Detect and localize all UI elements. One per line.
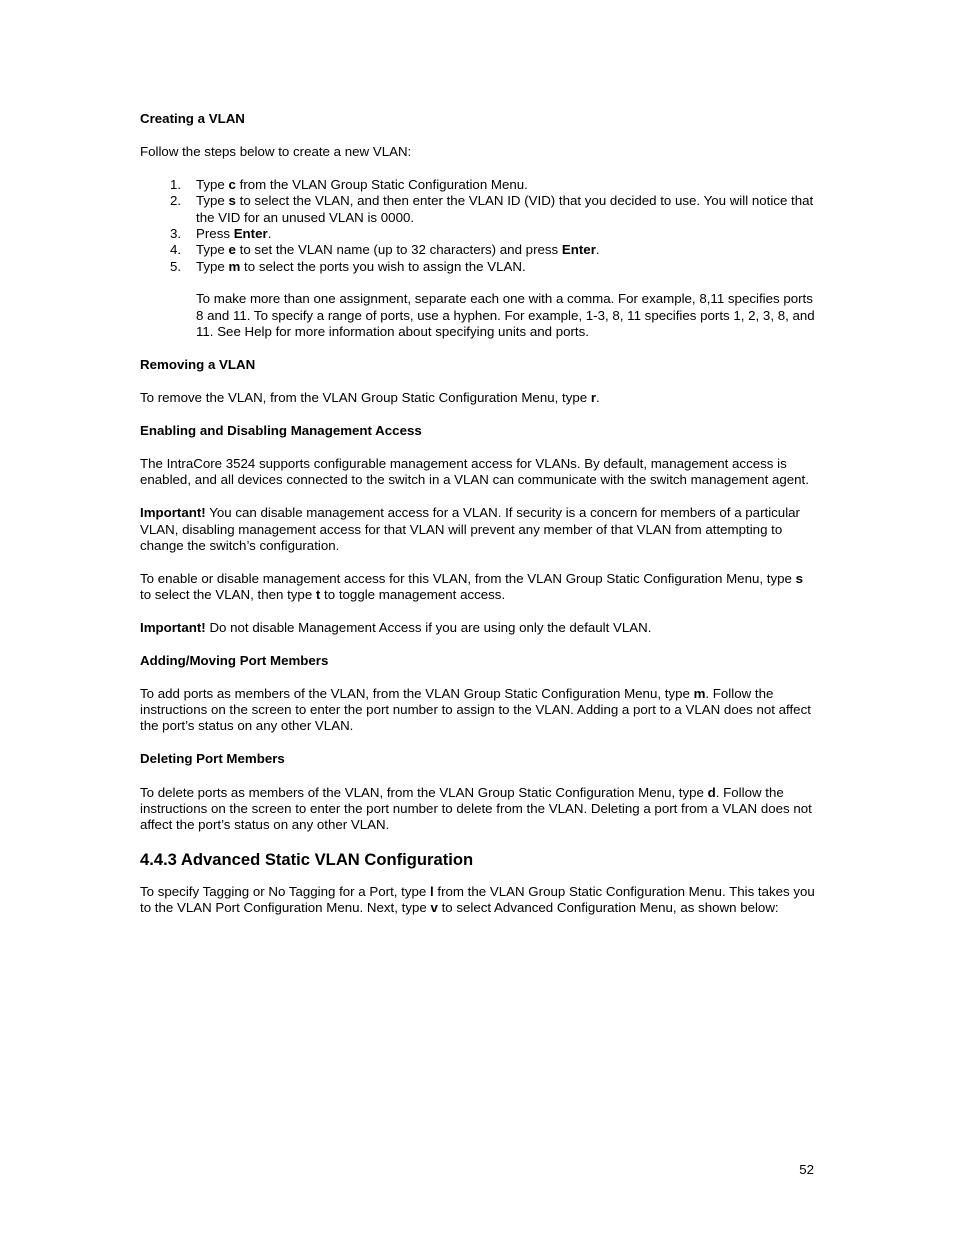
body-text: to toggle management access. [320, 586, 506, 602]
mgmt-paragraph-1: The IntraCore 3524 supports configurable management access for VLANs. By default, management access is enabled, and all devices connected to the switch in a VLAN can communicate with the switch management agent. [140, 456, 809, 488]
key-letter: t [315, 586, 321, 602]
step-number: 5. [170, 258, 182, 274]
body-text: Do not disable Management Access if you are using only the default VLAN. [205, 619, 652, 635]
body-text: to select Advanced Configuration Menu, as shown below: [437, 900, 779, 916]
step-number: 1. [170, 177, 182, 193]
step-text: from the VLAN Group Static Configuration Menu. [235, 177, 528, 193]
list-item [140, 193, 816, 226]
key-letter: r [590, 390, 597, 406]
step-text: to select the ports you wish to assign the VLAN. [240, 258, 526, 274]
advanced-paragraph [140, 884, 816, 917]
body-text: To add ports as members of the VLAN, from the VLAN Group Static Configuration Menu, type [140, 685, 694, 701]
document-page [140, 111, 816, 933]
step-text: Press [196, 225, 234, 241]
heading-removing-vlan: Removing a VLAN [140, 356, 256, 372]
body-text: To enable or disable management access for this VLAN, from the VLAN Group Static Configuration Menu, type [140, 570, 796, 586]
removing-paragraph [140, 390, 816, 406]
step-key: s [228, 193, 236, 209]
step-key: c [228, 177, 236, 193]
step-text: . [595, 242, 600, 258]
body-text: from the VLAN Group Static Configuration Menu. This takes you to the VLAN Port Configuration Menu. Next, type [140, 883, 815, 916]
step-text: Type [196, 193, 229, 209]
list-item [140, 259, 816, 275]
step-text: . [267, 225, 272, 241]
key-letter: s [795, 570, 803, 586]
creating-intro: Follow the steps below to create a new VLAN: [140, 144, 412, 160]
step-key: m [228, 258, 241, 274]
body-text: To specify Tagging or No Tagging for a Port, type [140, 883, 430, 899]
page-number: 52 [799, 1162, 814, 1177]
heading-deleting-ports: Deleting Port Members [140, 751, 285, 767]
body-text: to select the VLAN, then type [140, 586, 316, 602]
body-text: . Follow the instructions on the screen to enter the port number to delete from the VLAN. Deleting a port from a VLAN does not affect the port’s status on any other VLAN. [140, 784, 812, 833]
step-key: Enter [561, 242, 596, 258]
key-letter: d [707, 784, 716, 800]
step-number: 2. [170, 193, 182, 209]
adding-paragraph [140, 686, 816, 735]
creating-steps-list [140, 177, 816, 275]
important-label: Important! [140, 619, 206, 635]
body-text: To remove the VLAN, from the VLAN Group Static Configuration Menu, type [140, 390, 591, 406]
body-text: . Follow the instructions on the screen to enter the port number to assign to the VLAN. Adding a port to a VLAN does not affect the port’s status on any other VLAN. [140, 685, 811, 734]
list-item [140, 226, 816, 242]
list-item [140, 177, 816, 193]
step-text: Type [196, 258, 229, 274]
key-letter: m [693, 685, 706, 701]
step-number: 4. [170, 242, 182, 258]
important-label: Important! [140, 505, 206, 521]
heading-adding-ports: Adding/Moving Port Members [140, 652, 329, 668]
step-key: Enter [233, 225, 268, 241]
mgmt-paragraph-2 [140, 505, 816, 554]
body-text: To delete ports as members of the VLAN, from the VLAN Group Static Configuration Menu, type [140, 784, 708, 800]
mgmt-paragraph-4 [140, 620, 816, 636]
deleting-paragraph [140, 785, 816, 834]
step-text: to set the VLAN name (up to 32 characters) and press [235, 242, 562, 258]
body-text: You can disable management access for a VLAN. If security is a concern for members of a particular VLAN, disabling management access for that VLAN will prevent any member of that VLAN from attempting to change the switch’s configuration. [140, 505, 800, 553]
key-letter: l [430, 883, 434, 899]
heading-management-access: Enabling and Disabling Management Access [140, 422, 422, 438]
step-text: to select the VLAN, and then enter the VLAN ID (VID) that you decided to use. You will notice that the VID for an unused VLAN is 0000. [196, 193, 814, 225]
list-item [140, 242, 816, 258]
body-text: . [596, 390, 600, 406]
step-key: e [228, 242, 236, 258]
step-text: Type [196, 242, 229, 258]
step-number: 3. [170, 225, 182, 241]
mgmt-paragraph-3 [140, 571, 816, 604]
heading-creating-vlan: Creating a VLAN [140, 111, 245, 126]
key-letter: v [430, 900, 438, 916]
creating-note: To make more than one assignment, separate each one with a comma. For example, 8,11 specifies ports 8 and 11. To specify a range of ports, use a hyphen. For example, 1-3, 8, 11 specifies ports 1, 2, 3, 8, and 11. See Help for more information about specifying units and ports. [196, 291, 815, 339]
heading-advanced-static-vlan: 4.4.3 Advanced Static VLAN Configuration [140, 849, 474, 869]
step-text: Type [196, 177, 229, 193]
